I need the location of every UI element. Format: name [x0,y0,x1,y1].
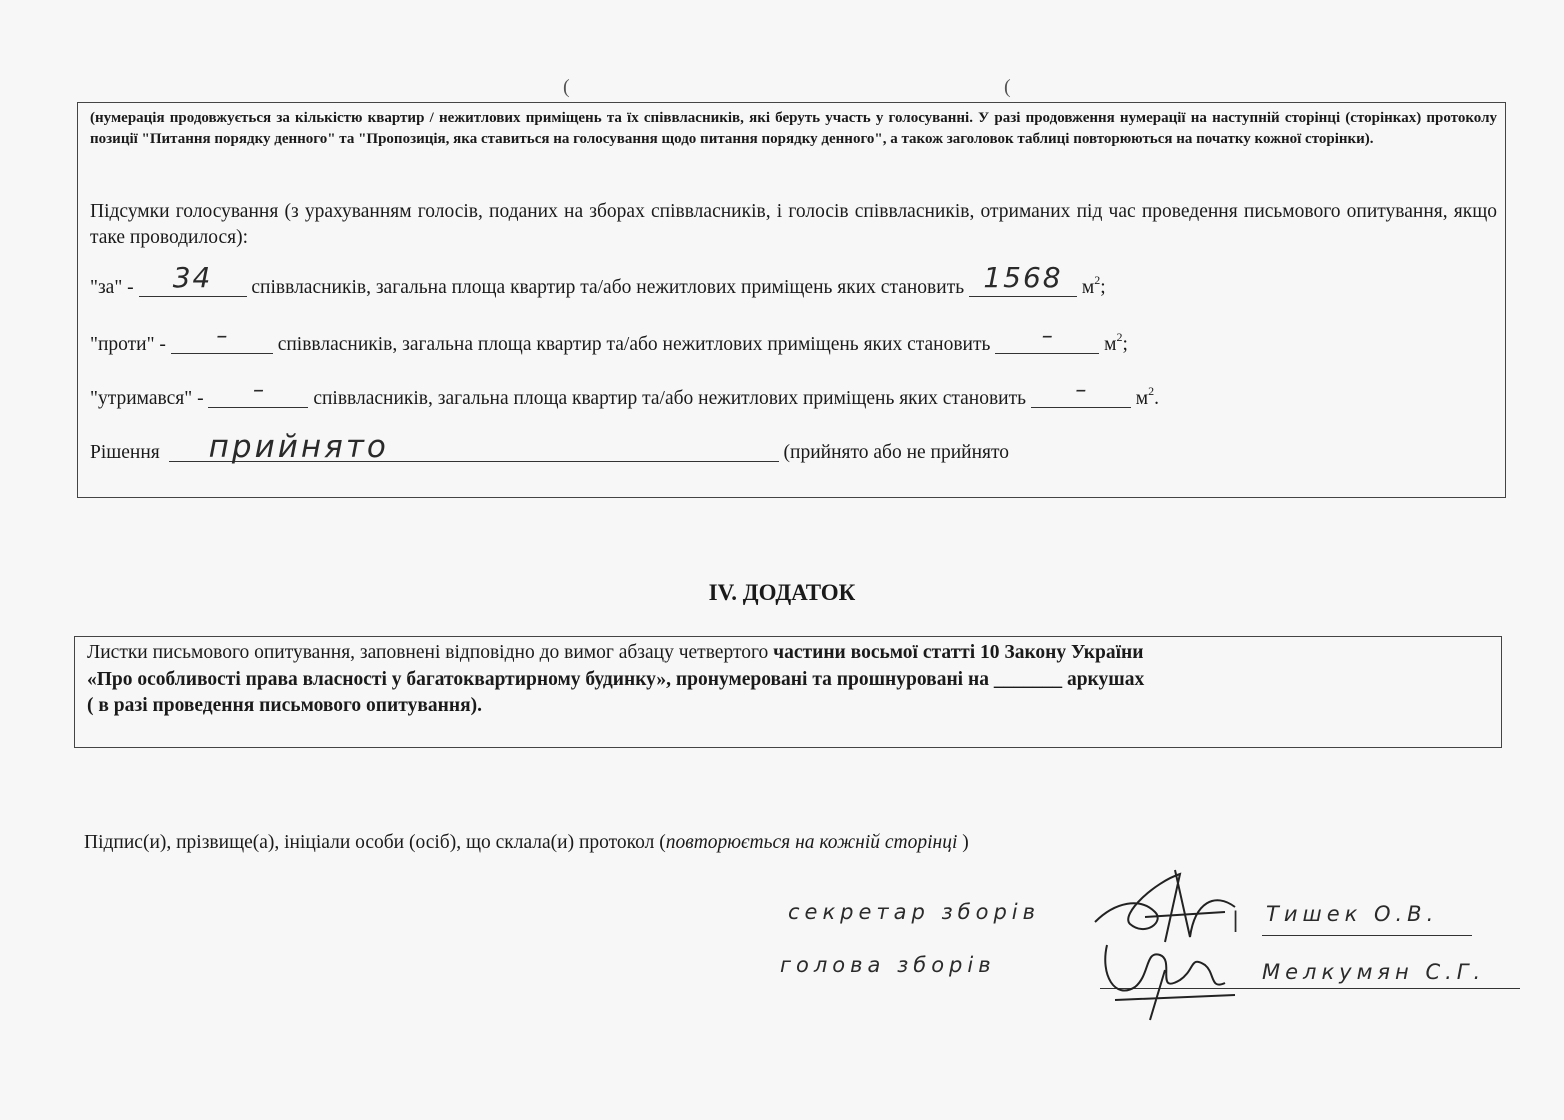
decision-label: Рішення [90,442,160,463]
vote-against-count: – [216,324,228,349]
appendix-line-1-bold: частини восьмої статті 10 Закону України [773,642,1144,663]
chair-role: голова зборів [780,953,996,977]
chair-signature [1095,925,1245,1025]
vote-abstained-text: співвласників, загальна площа квартир та/або нежитлових приміщень яких становить [313,388,1027,409]
vote-against-label: "проти" - [90,334,166,355]
signatures-label-text: Підпис(и), прізвище(а), ініціали особи (осіб), що склала(и) протокол ( [84,832,666,853]
vote-against-unit: м [1104,334,1117,355]
appendix-line-3 [87,695,482,717]
vote-for-unit-exp: 2 [1094,272,1101,287]
vote-abstained-count-field[interactable] [208,378,308,408]
appendix-box [74,636,1502,748]
top-mark-right: ( [1004,76,1011,98]
appendix-sheets-field[interactable]: _______ [993,669,1063,690]
vote-against-area-field[interactable] [995,324,1099,354]
vote-results-box [77,102,1506,498]
appendix-line-2 [87,669,1144,691]
decision-row [90,429,1010,465]
secretary-name: Тишек О.В. [1266,902,1439,926]
top-mark-left: ( [563,76,570,98]
numbering-note: (нумерація продовжується за кількістю квартир / нежитлових приміщень та їх співвласників, які беруть участь у голосуванні. У разі продовження нумерації на наступній сторінці (сторінках) протоколу позиції "Питання порядку денного" та "Пропозиція, яка ставиться на голосування щодо питання порядку денного", а також заголовок таблиці повторюються на початку кожної сторінки). [90,110,1497,147]
vote-against-count-field[interactable] [171,324,273,354]
appendix-line-1 [87,642,1143,664]
appendix-line-2-end: аркушах [1062,669,1145,690]
secretary-underline [1262,935,1472,936]
vote-against-end: ; [1122,334,1128,355]
vote-for-area-field[interactable] [969,261,1077,297]
voting-summary-text: Підсумки голосування (з урахуванням голосів, поданих на зборах співвласників, і голосів співвласників, отриманих під час проведення письмового опитування, якщо таке проводилося): [90,201,1497,248]
vote-for-label: "за" - [90,277,134,298]
appendix-title: IV. ДОДАТОК [708,580,856,605]
appendix-line-2-bold: «Про особливості права власності у багатоквартирному будинку», пронумеровані та прошнуровані на [87,669,994,690]
vote-for-end: ; [1100,277,1106,298]
vote-abstained-unit-exp: 2 [1148,383,1155,398]
signatures-label [84,832,969,854]
appendix-line-3-bold: ( в разі проведення письмового опитування). [87,695,483,716]
signatures-label-end: ) [957,832,969,853]
vote-abstained-area: – [1075,378,1087,403]
vote-abstained-area-field[interactable] [1031,378,1131,408]
vote-for-text: співвласників, загальна площа квартир та/або нежитлових приміщень яких становить [251,277,965,298]
decision-value: прийнято [208,429,389,465]
vote-for-count: 34 [172,261,213,294]
appendix-line-1-normal: Листки письмового опитування, заповнені відповідно до вимог абзацу четвертого [87,642,774,663]
vote-abstained-count: – [252,378,264,403]
vote-abstained-row [90,378,1159,410]
secretary-role: секретар зборів [788,900,1041,924]
vote-abstained-unit: м [1135,388,1149,409]
chair-name: Мелкумян С.Г. [1262,960,1486,984]
decision-hint: (прийнято або не прийнято [783,442,1010,463]
vote-for-unit: м [1081,277,1095,298]
vote-against-unit-exp: 2 [1116,329,1123,344]
vote-against-row [90,324,1128,356]
vote-for-count-field[interactable] [139,261,247,297]
vote-for-row [90,261,1106,299]
decision-field[interactable] [169,429,779,465]
vote-abstained-label: "утримався" - [90,388,204,409]
vote-against-text: співвласників, загальна площа квартир та/або нежитлових приміщень яких становить [277,334,991,355]
secretary-separator: | [1232,908,1240,932]
vote-abstained-end: . [1154,388,1159,409]
vote-against-area: – [1041,324,1053,349]
signatures-label-italic: повторюється на кожній сторінці [665,832,958,853]
vote-for-area: 1568 [983,261,1063,294]
